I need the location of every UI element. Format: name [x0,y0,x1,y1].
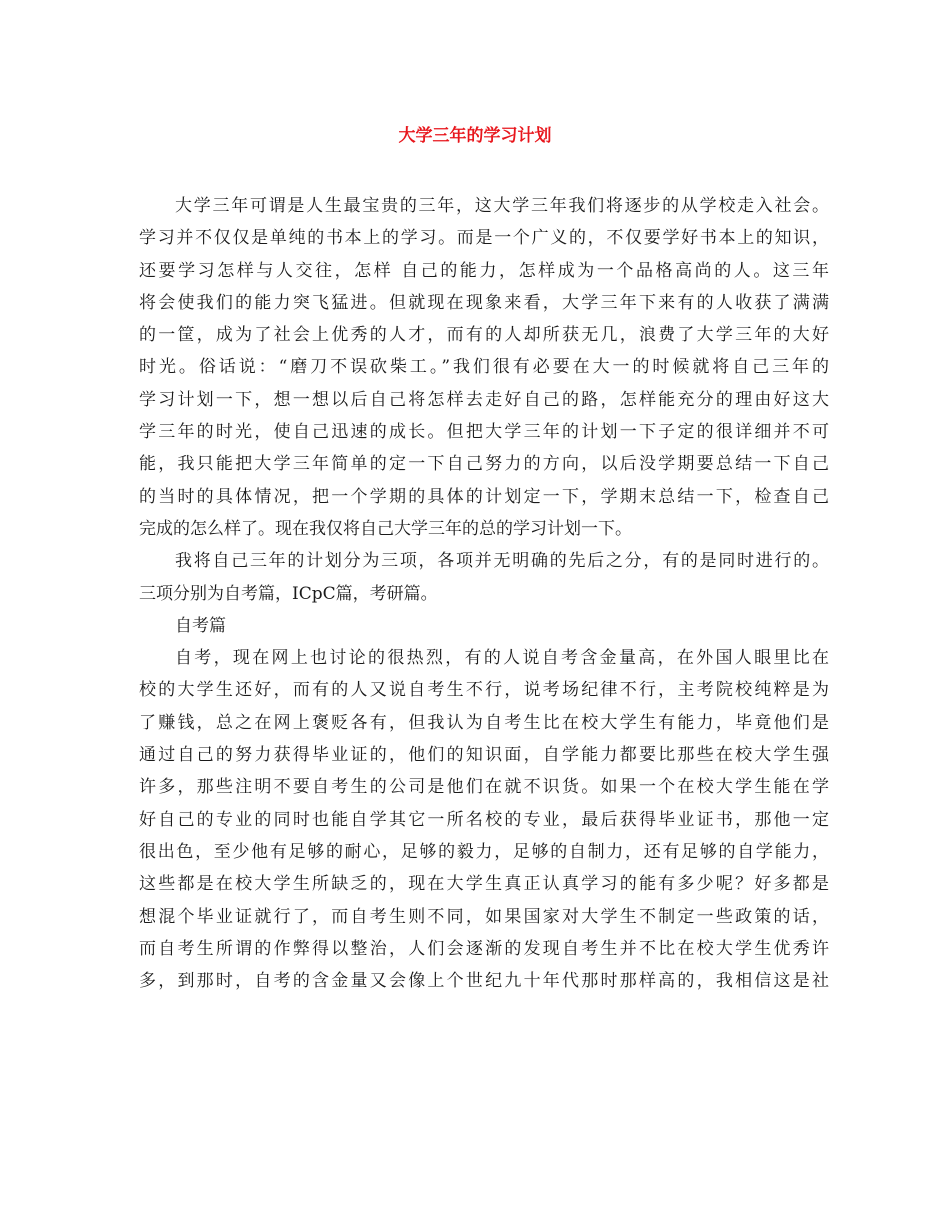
text-line: 我将自己三年的计划分为三项，各项并无明确的先后之分，有的是同时进行的。 [175,551,829,572]
document-body [139,190,829,997]
text-line: 能，我只能把大学三年简单的定一下自己努力的方向，以后没学期要总结一下自己 [139,454,829,475]
text-line: 好自己的专业的同时也能自学其它一所名校的专业，最后获得毕业证书，那他一定 [139,809,829,830]
text-line: 学习计划一下，想一想以后自己将怎样去走好自己的路，怎样能充分的理由好这大 [139,389,829,410]
text-line: 学习并不仅仅是单纯的书本上的学习。而是一个广义的，不仅要学好书本上的知识， [139,228,829,249]
text-line: 多，到那时，自考的含金量又会像上个世纪九十年代那时那样高的，我相信这是社 [139,971,829,992]
text-line: 许多，那些注明不要自考生的公司是他们在就不识货。如果一个在校大学生能在学 [139,777,829,798]
text-line: 很出色，至少他有足够的耐心，足够的毅力，足够的自制力，还有足够的自学能力， [139,841,829,862]
text-line: 校的大学生还好，而有的人又说自考生不行，说考场纪律不行，主考院校纯粹是为 [139,680,829,701]
text-line: 时光。俗话说：“磨刀不误砍柴工。”我们很有必要在大一的时候就将自己三年的 [139,357,829,378]
text-line: 了赚钱，总之在网上褒贬各有，但我认为自考生比在校大学生有能力，毕竟他们是 [139,712,829,733]
text-line: 而自考生所谓的作弊得以整治，人们会逐渐的发现自考生并不比在校大学生优秀许 [139,938,829,959]
text-line: 这些都是在校大学生所缺乏的，现在大学生真正认真学习的能有多少呢？好多都是 [139,874,829,895]
text-line: 的一筐，成为了社会上优秀的人才，而有的人却所获无几，浪费了大学三年的大好 [139,325,829,346]
text-line: 想混个毕业证就行了，而自考生则不同，如果国家对大学生不制定一些政策的话， [139,906,829,927]
text-line: 将会使我们的能力突飞猛进。但就现在现象来看，大学三年下来有的人收获了满满 [139,292,829,313]
text-line: 自考篇 [175,615,226,636]
text-line: 还要学习怎样与人交往，怎样 自己的能力，怎样成为一个品格高尚的人。这三年 [139,260,829,281]
text-line: 学三年的时光，使自己迅速的成长。但把大学三年的计划一下子定的很详细并不可 [139,422,829,443]
document-title: 大学三年的学习计划 [398,126,552,146]
text-line: 大学三年可谓是人生最宝贵的三年，这大学三年我们将逐步的从学校走入社会。 [175,196,829,216]
text-line: 三项分别为自考篇，ICpC篇，考研篇。 [139,583,438,604]
text-line: 通过自己的努力获得毕业证的，他们的知识面，自学能力都要比那些在校大学生强 [139,745,829,766]
text-line: 完成的怎么样了。现在我仅将自己大学三年的总的学习计划一下。 [139,518,632,539]
text-line: 的当时的具体情况，把一个学期的具体的计划定一下，学期末总结一下，检查自己 [139,486,829,507]
text-line: 自考，现在网上也讨论的很热烈，有的人说自考含金量高，在外国人眼里比在 [175,648,829,669]
